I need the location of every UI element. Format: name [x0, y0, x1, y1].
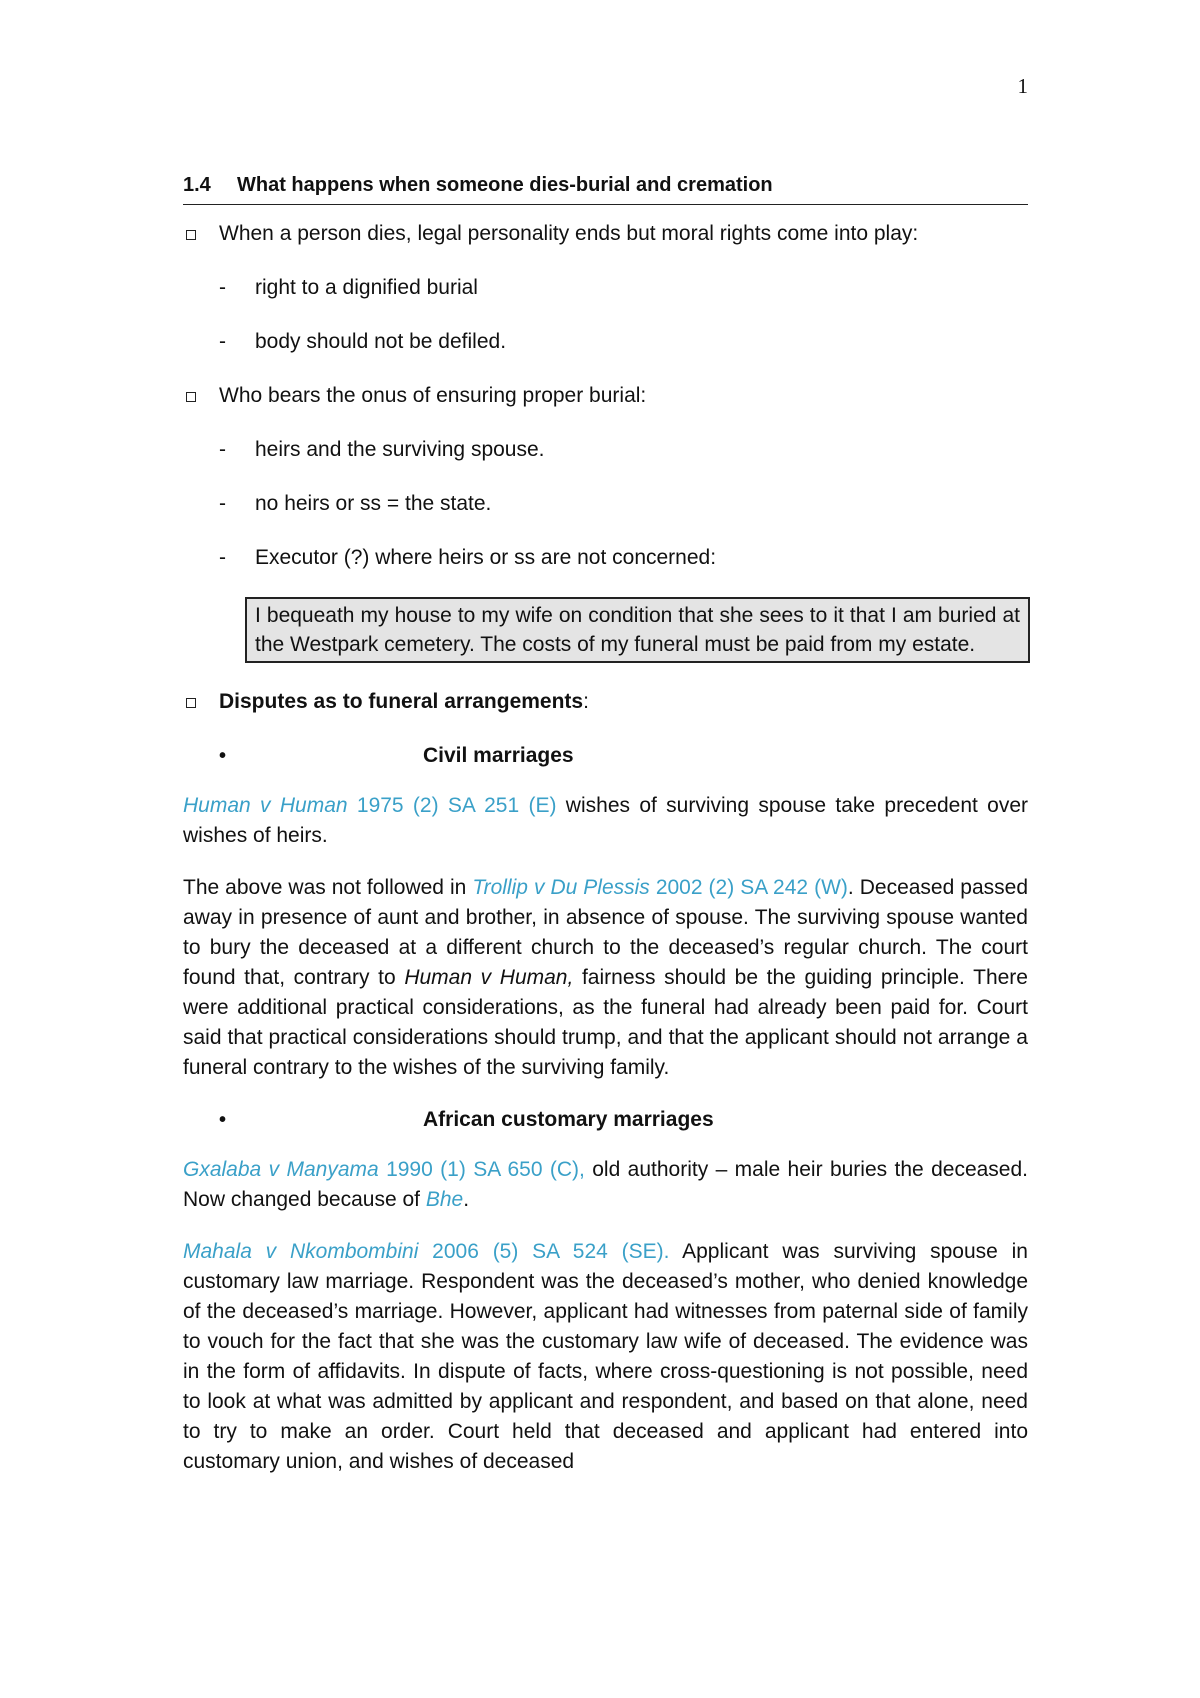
case-name: Trollip v Du Plessis — [472, 876, 650, 899]
case-citation — [183, 1240, 669, 1263]
dash-text: no heirs or ss = the state. — [255, 492, 492, 515]
bullet-item — [183, 219, 1028, 249]
dash-text: right to a dignified burial — [255, 276, 478, 299]
square-bullet-icon — [183, 687, 219, 717]
paragraph-text: . Deceased passed away in presence of aunt and brother, in absence of spouse. The surviving spouse wanted to bury the deceased at a different church to the deceased’s regular church. The court found that, contrary to — [183, 876, 1028, 989]
dash-marker: - — [219, 546, 226, 569]
bullet-dot-icon: • — [219, 745, 227, 767]
paragraph-text: old authority – male heir buries the deceased. Now changed because of — [183, 1158, 1028, 1211]
document-body — [183, 170, 1028, 1499]
case-name: Gxalaba v Manyama — [183, 1158, 379, 1181]
bullet-text: When a person dies, legal personality ends but moral rights come into play: — [219, 222, 919, 245]
subheading-african — [183, 1105, 1028, 1135]
section-heading — [183, 170, 1028, 205]
case-name-inline: Bhe — [425, 1188, 464, 1211]
subheading-text: Civil marriages — [423, 744, 574, 767]
dash-marker: - — [219, 438, 226, 461]
paragraph-text: The above was not followed in — [183, 876, 473, 899]
dash-item — [219, 489, 1028, 519]
case-name: Mahala v Nkombombini — [183, 1240, 419, 1263]
square-bullet-icon — [183, 219, 219, 249]
dash-text: body should not be defiled. — [255, 330, 507, 353]
bullet-dot-icon: • — [219, 1109, 227, 1131]
case-citation — [472, 876, 848, 899]
bullet-text-bold: Disputes as to funeral arrangements — [219, 690, 584, 713]
paragraph-text: wishes of surviving spouse take precedent over wishes of heirs. — [183, 794, 1029, 847]
bullet-text — [219, 687, 589, 717]
paragraph-text: . — [463, 1188, 470, 1211]
bullet-text: Who bears the onus of ensuring proper burial: — [219, 384, 647, 407]
paragraph-text: Applicant was surviving spouse in customary law marriage. Respondent was the deceased’s mother, who denied knowledge of the deceased’s marriage. However, applicant had witnesses from paternal side of family to vouch for the fact that she was the customary law wife of deceased. The evidence was in the form of affidavits. In dispute of facts, where cross-questioning is not possible, need to look at what was admitted by applicant and respondent, and based on that alone, need to try to make an order. Court held that deceased and applicant had entered into customary union, and wishes of deceased — [183, 1240, 1028, 1473]
case-reference: 2002 (2) SA 242 (W) — [655, 876, 848, 899]
case-reference: 1990 (1) SA 650 (C), — [386, 1158, 585, 1181]
section-title: What happens when someone dies-burial and cremation — [237, 174, 773, 196]
paragraph-text: fairness should be the guiding principle. There were additional practical considerations, as the funeral had already been paid for. Court said that practical considerations should trump, and that the applicant should not arrange a funeral contrary to the wishes of the surviving family. — [183, 966, 1028, 1079]
subheading-text: African customary marriages — [423, 1108, 714, 1131]
bullet-item — [183, 687, 1028, 717]
case-reference: 1975 (2) SA 251 (E) — [356, 794, 557, 817]
dash-item — [219, 543, 1028, 573]
dash-marker: - — [219, 330, 226, 353]
dash-text: Executor (?) where heirs or ss are not concerned: — [255, 546, 717, 569]
bullet-text-suffix: : — [583, 690, 589, 713]
square-bullet-icon — [183, 381, 219, 411]
dash-marker: - — [219, 492, 226, 515]
paragraph — [183, 791, 1028, 851]
subheading-civil — [183, 741, 1028, 771]
page-number: 1 — [1017, 74, 1028, 98]
paragraph — [183, 1155, 1028, 1215]
paragraph — [183, 1237, 1028, 1477]
dash-item — [219, 327, 1028, 357]
case-citation — [183, 1158, 585, 1181]
dash-text: heirs and the surviving spouse. — [255, 438, 545, 461]
dash-item — [219, 273, 1028, 303]
section-number: 1.4 — [183, 174, 211, 196]
dash-marker: - — [219, 276, 226, 299]
case-citation — [183, 794, 556, 817]
bullet-item — [183, 381, 1028, 411]
case-reference: 2006 (5) SA 524 (SE). — [432, 1240, 670, 1263]
dash-item — [219, 435, 1028, 465]
paragraph — [183, 873, 1028, 1083]
case-name-inline: Human v Human, — [404, 966, 574, 989]
case-name: Human v Human — [183, 794, 348, 817]
bequest-quote-box: I bequeath my house to my wife on condition that she sees to it that I am buried at the Westpark cemetery. The costs of my funeral must be paid from my estate. — [245, 597, 1030, 663]
